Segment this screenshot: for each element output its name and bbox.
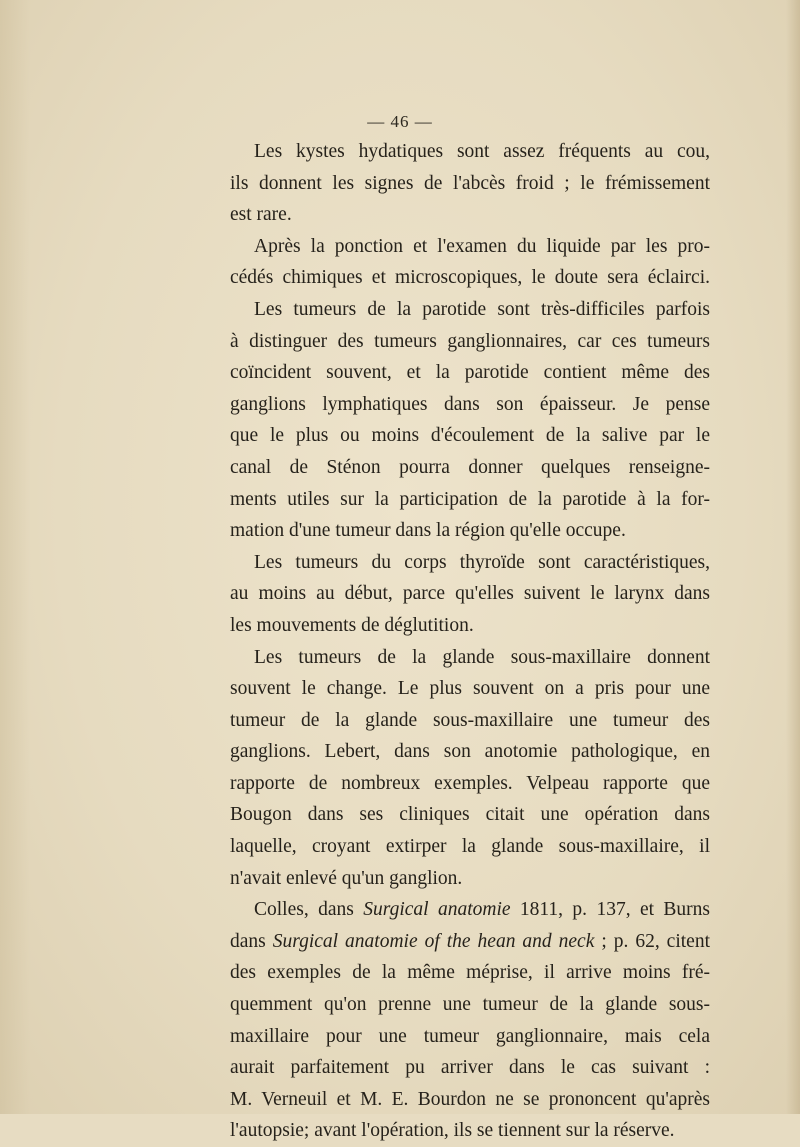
text-line: laquelle, croyant extirper la glande sous-maxillaire, il (230, 836, 710, 858)
page-number: — 46 — (367, 112, 433, 131)
text-line: l'autopsie; avant l'opération, ils se tiennent sur la réserve. (230, 1120, 675, 1142)
book-title: Surgical anatomie (363, 899, 511, 921)
text-line: mation d'une tumeur dans la région qu'elle occupe. (230, 520, 626, 542)
book-title: Surgical anatomie of the hean and neck (272, 930, 595, 952)
page-fold-shadow (0, 0, 30, 1114)
text-line: Bougon dans ses cliniques citait une opération dans (230, 804, 710, 826)
text-line: ganglions lymphatiques dans son épaisseur. Je pense (230, 393, 710, 415)
text-line: à distinguer des tumeurs ganglionnaires, car ces tumeurs (230, 330, 710, 352)
text-line: ments utiles sur la participation de la parotide à la for- (230, 488, 710, 510)
text-line: ils donnent les signes de l'abcès froid ; le frémissement (230, 172, 710, 194)
text-line: est rare. (230, 204, 292, 226)
text-line: rapporte de nombreux exemples. Velpeau rapporte que (230, 772, 710, 794)
text-line: Les tumeurs de la glande sous-maxillaire donnent (254, 646, 710, 668)
text-segment: dans (230, 930, 273, 952)
text-line: ganglions. Lebert, dans son anotomie pathologique, en (230, 741, 710, 763)
text-line: tumeur de la glande sous-maxillaire une tumeur des (230, 709, 710, 731)
text-line: souvent le change. Le plus souvent on a pris pour une (230, 678, 710, 700)
text-line: canal de Sténon pourra donner quelques renseigne- (230, 456, 710, 478)
text-line: Après la ponction et l'examen du liquide par les pro- (254, 235, 710, 257)
text-line-with-citation (230, 926, 710, 958)
text-segment: Colles, dans (254, 899, 364, 921)
text-line: Les tumeurs de la parotide sont très-difficiles parfois (254, 298, 710, 320)
text-line: maxillaire pour une tumeur ganglionnaire, mais cela (230, 1025, 710, 1047)
text-line: coïncident souvent, et la parotide contient même des (230, 362, 710, 384)
text-segment: ; p. 62, citent (594, 930, 710, 952)
text-line: quemment qu'on prenne une tumeur de la glande sous- (230, 994, 710, 1016)
text-line: Les tumeurs du corps thyroïde sont caractéristiques, (254, 551, 710, 573)
text-line: que le plus ou moins d'écoulement de la salive par le (230, 425, 710, 447)
text-line: Les kystes hydatiques sont assez fréquents au cou, (254, 141, 710, 162)
text-line: M. Verneuil et M. E. Bourdon ne se prononcent qu'après (230, 1088, 710, 1110)
text-segment: 1811, p. 137, et Burns (510, 899, 710, 921)
text-line-with-citation (230, 894, 710, 926)
text-line: les mouvements de déglutition. (230, 614, 474, 636)
text-line: cédés chimiques et microscopiques, le doute sera éclairci. (230, 267, 710, 289)
text-line: n'avait enlevé qu'un ganglion. (230, 867, 463, 889)
page-edge-shadow (786, 0, 800, 1114)
text-line: au moins au début, parce qu'elles suivent le larynx dans (230, 583, 710, 605)
text-line: des exemples de la même méprise, il arrive moins fré- (230, 962, 710, 984)
text-line: aurait parfaitement pu arriver dans le cas suivant : (230, 1057, 710, 1079)
body-text (230, 136, 710, 1147)
